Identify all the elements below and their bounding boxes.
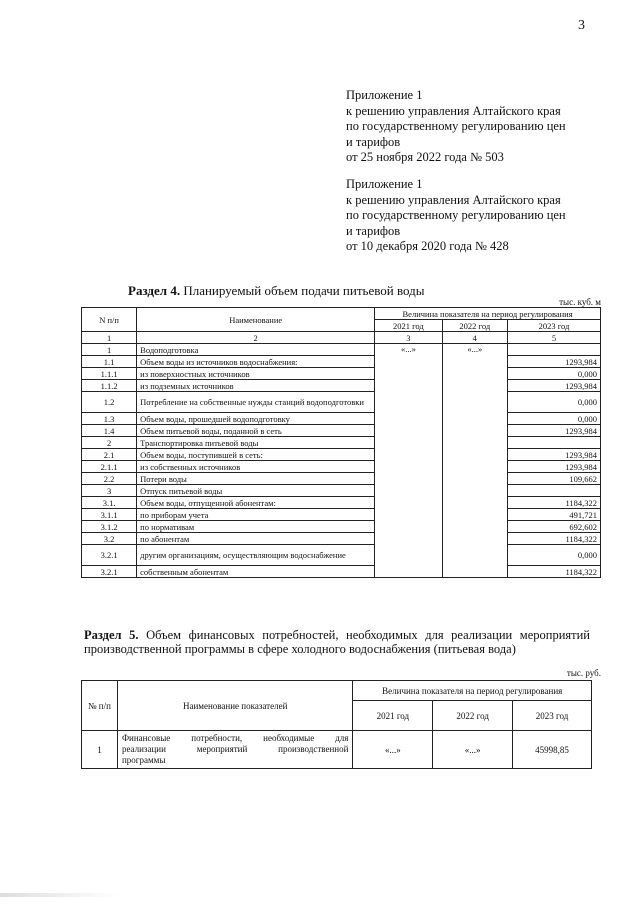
value-2023: 0,000	[507, 545, 600, 566]
header-period: Величина показателя на период регулирования	[353, 681, 592, 701]
row-name: Транспортировка питьевой воды	[137, 437, 375, 449]
table-row	[82, 566, 601, 578]
appendix-block-current	[346, 88, 616, 166]
value-2023: 0,000	[507, 368, 600, 380]
appendix-block-previous	[346, 177, 616, 255]
value-2023: 692,602	[507, 521, 600, 533]
header-period: Величина показателя на период регулирования	[375, 308, 601, 320]
header-2021: 2021 год	[375, 320, 442, 332]
table-row	[82, 449, 601, 461]
row-num: 1	[82, 344, 137, 356]
value-2023: 1293,984	[507, 425, 600, 437]
row-name-line: реализации мероприятий производственной	[121, 744, 349, 754]
row-name: Потери воды	[137, 473, 375, 485]
row-num: 3.2.1	[82, 566, 137, 578]
row-name: по приборам учета	[137, 509, 375, 521]
table-row	[82, 521, 601, 533]
table-row	[82, 473, 601, 485]
table-row	[82, 413, 601, 425]
appendix-line: по государственному регулированию цен	[346, 119, 566, 133]
table-row	[82, 509, 601, 521]
row-name: из поверхностных источников	[137, 368, 375, 380]
section4-units: тыс. куб. м	[559, 297, 601, 307]
header-2022: 2022 год	[442, 320, 507, 332]
table-row	[82, 392, 601, 413]
value-2023: 109,662	[507, 473, 600, 485]
row-name: собственным абонентам	[137, 566, 375, 578]
row-name: другим организациям, осуществляющим водоснабжение	[137, 545, 375, 566]
row-name: Объем воды, поступившей в сеть:	[137, 449, 375, 461]
header-name: Наименование	[137, 308, 375, 332]
row-num: 1.2	[82, 392, 137, 413]
appendix-line: к решению управления Алтайского края	[346, 103, 561, 118]
row-num: 3.1.	[82, 497, 137, 509]
header-name: Наименование показателей	[117, 681, 353, 731]
scan-artifact	[0, 893, 120, 897]
row-name: из собственных источников	[137, 461, 375, 473]
section5-title-text: Объем финансовых потребностей, необходимых для реализации мероприятий производственной программы в сфере холодного водоснабжения (питьевая вода)	[84, 628, 590, 656]
row-name: Объем воды, отпущенной абонентам:	[137, 497, 375, 509]
row-name	[117, 731, 353, 769]
row-num: 1.4	[82, 425, 137, 437]
row-name: Потребление на собственные нужды станций водоподготовки	[137, 392, 375, 413]
row-num: 2.1	[82, 449, 137, 461]
value-2023: 1184,322	[507, 497, 600, 509]
row-num: 2.2	[82, 473, 137, 485]
appendix-line: от 10 декабря 2020 года № 428	[346, 239, 509, 253]
header-2023: 2023 год	[507, 320, 600, 332]
row-num: 1.1.1	[82, 368, 137, 380]
value-2023: 491,721	[507, 509, 600, 521]
value-2022: «...»	[442, 344, 507, 578]
col-number: 2	[137, 332, 375, 344]
row-name: Объем воды из источников водоснабжения:	[137, 356, 375, 368]
value-2023: 1293,984	[507, 449, 600, 461]
col-number: 1	[82, 332, 137, 344]
table-row	[82, 437, 601, 449]
appendix-line: и тарифов	[346, 134, 401, 149]
table-row	[82, 425, 601, 437]
value-2023: 1184,322	[507, 566, 600, 578]
page-number: 3	[578, 18, 585, 33]
row-name: по абонентам	[137, 533, 375, 545]
col-number: 3	[375, 332, 442, 344]
section4-title-text: Планируемый объем подачи питьевой воды	[180, 283, 425, 298]
appendix-line: Приложение 1	[346, 177, 423, 191]
table-row	[82, 545, 601, 566]
row-name-line: программы	[121, 755, 166, 765]
value-2023: 0,000	[507, 413, 600, 425]
value-2023: 1293,984	[507, 356, 600, 368]
table-row	[82, 344, 601, 356]
table-row	[82, 368, 601, 380]
row-num: 2.1.1	[82, 461, 137, 473]
row-name: Водоподготовка	[137, 344, 375, 356]
value-2021: «...»	[353, 731, 433, 769]
table-row	[82, 485, 601, 497]
header-num: N п/п	[82, 308, 137, 332]
section4-table	[81, 307, 601, 578]
appendix-line: и тарифов	[346, 223, 401, 238]
section5-title	[84, 628, 590, 656]
table-row	[82, 461, 601, 473]
row-num: 3.1.1	[82, 509, 137, 521]
value-2023	[507, 485, 600, 497]
row-num: 1	[82, 731, 118, 769]
row-num: 1.1	[82, 356, 137, 368]
table-row	[82, 356, 601, 368]
value-2023: 0,000	[507, 392, 600, 413]
row-name: Объем воды, прошедшей водоподготовку	[137, 413, 375, 425]
appendix-line: по государственному регулированию цен	[346, 208, 566, 222]
header-2023: 2023 год	[513, 701, 592, 731]
value-2023: 45998,85	[513, 731, 592, 769]
row-name-line: Финансовые потребности, необходимые для	[121, 733, 349, 743]
value-2022: «...»	[433, 731, 513, 769]
row-num: 3	[82, 485, 137, 497]
section5-title-bold: Раздел 5.	[84, 628, 139, 642]
section5-table	[81, 680, 592, 769]
table-row	[82, 380, 601, 392]
col-number: 4	[442, 332, 507, 344]
table-row	[82, 497, 601, 509]
header-2022: 2022 год	[433, 701, 513, 731]
header-num: № п/п	[82, 681, 118, 731]
section4-title	[128, 283, 425, 299]
row-num: 3.2.1	[82, 545, 137, 566]
row-name: Отпуск питьевой воды	[137, 485, 375, 497]
section5-units: тыс. руб.	[566, 668, 601, 678]
section4-title-bold: Раздел 4.	[128, 283, 181, 298]
table-row	[82, 533, 601, 545]
row-num: 2	[82, 437, 137, 449]
row-num: 1.3	[82, 413, 137, 425]
row-name: по нормативам	[137, 521, 375, 533]
row-num: 1.1.2	[82, 380, 137, 392]
row-num: 3.1.2	[82, 521, 137, 533]
header-2021: 2021 год	[353, 701, 433, 731]
row-name: из подземных источников	[137, 380, 375, 392]
value-2023: 1293,984	[507, 380, 600, 392]
appendix-line: от 25 ноября 2022 года № 503	[346, 150, 504, 164]
row-name: Объем питьевой воды, поданной в сеть	[137, 425, 375, 437]
value-2021: «...»	[375, 344, 442, 578]
value-2023: 1293,984	[507, 461, 600, 473]
value-2023	[507, 437, 600, 449]
appendix-line: Приложение 1	[346, 88, 423, 102]
col-number: 5	[507, 332, 600, 344]
row-num: 3.2	[82, 533, 137, 545]
value-2023	[507, 344, 600, 356]
appendix-line: к решению управления Алтайского края	[346, 192, 561, 207]
value-2023: 1184,322	[507, 533, 600, 545]
